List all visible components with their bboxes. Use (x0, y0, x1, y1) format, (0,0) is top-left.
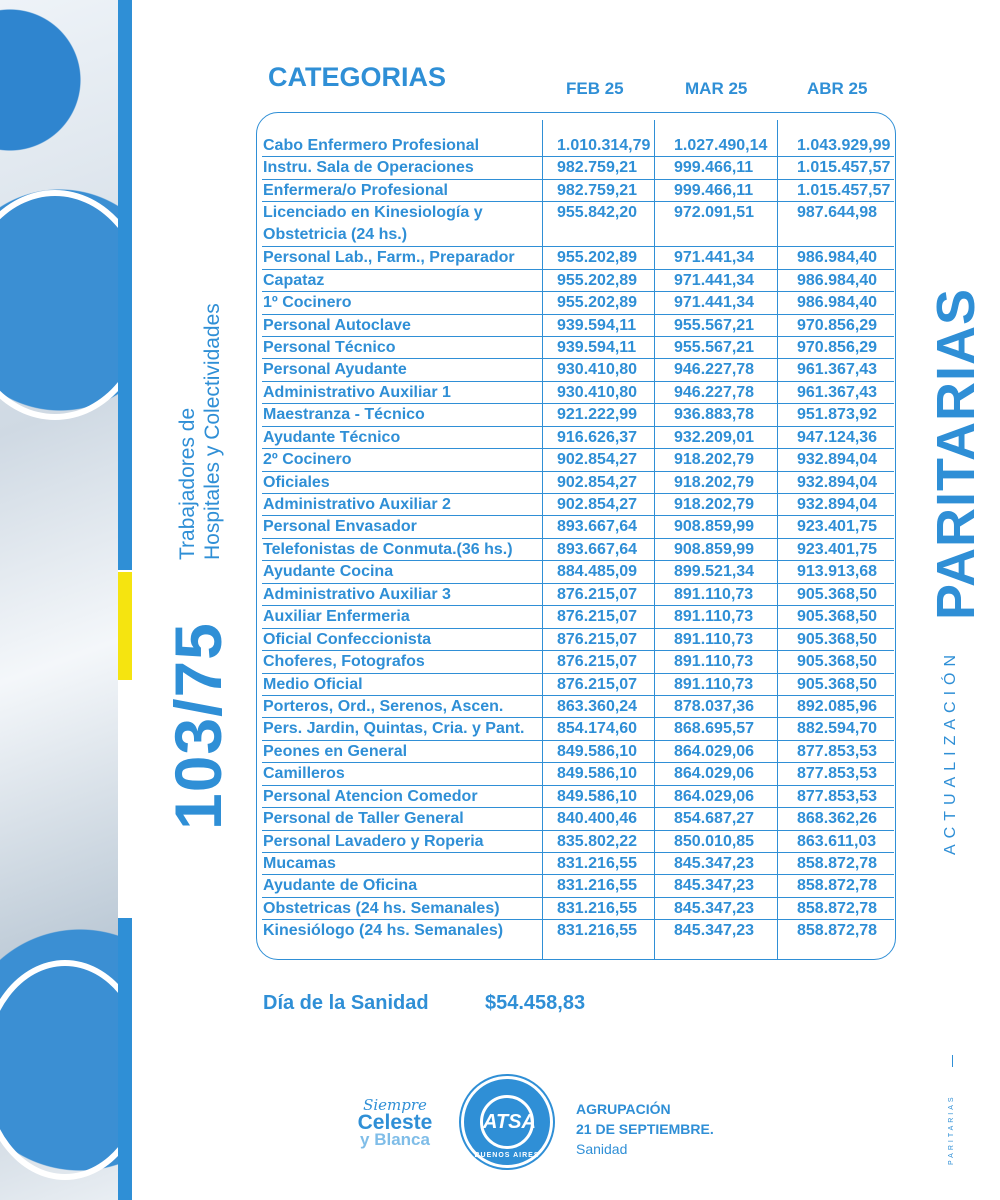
table-row (262, 359, 894, 381)
category-cell: 1º Cocinero (263, 294, 352, 312)
table-row (262, 472, 894, 494)
abr-value-cell: 961.367,43 (797, 383, 878, 401)
table-row (262, 494, 894, 516)
abr-value-cell: 858.872,78 (797, 922, 878, 940)
mar-value-cell: 955.567,21 (674, 338, 755, 356)
abr-value-cell: 905.368,50 (797, 675, 878, 693)
celeste-blanca-logo (340, 1096, 450, 1148)
agrupacion-line-3: Sanidad (576, 1141, 628, 1157)
table-row (262, 539, 894, 561)
mar-value-cell: 854.687,27 (674, 810, 755, 828)
mar-value-cell: 1.027.490,14 (674, 137, 768, 154)
abr-value-cell: 905.368,50 (797, 585, 878, 603)
feb-value-cell: 939.594,11 (557, 316, 637, 334)
abr-value-cell: 1.015.457,57 (797, 159, 891, 177)
seal-ring-shape (0, 190, 118, 420)
category-cell: Telefonistas de Conmuta.(36 hs.) (263, 540, 513, 558)
feb-value-cell: 955.202,89 (557, 249, 638, 267)
page-title: CATEGORIAS (268, 62, 447, 92)
mar-value-cell: 891.110,73 (674, 653, 754, 671)
logo-line-1: Siempre (363, 1096, 427, 1114)
table-row (262, 337, 894, 359)
table-row (262, 920, 894, 942)
feb-value-cell: 1.010.314,79 (557, 137, 651, 154)
feb-value-cell: 849.586,10 (557, 742, 638, 760)
mar-value-cell: 891.110,73 (674, 630, 754, 648)
table-row (262, 741, 894, 763)
abr-value-cell: 932.894,04 (797, 451, 878, 469)
feb-value-cell: 955.202,89 (557, 271, 638, 289)
actualizacion-caption: ACTUALIZACIÓN (942, 648, 959, 855)
category-cell: Choferes, Fotografos (263, 653, 425, 671)
abr-value-cell: 932.894,04 (797, 496, 878, 514)
table-row (262, 606, 894, 628)
mar-value-cell: 932.209,01 (674, 428, 755, 446)
mar-value-cell: 918.202,79 (674, 473, 755, 491)
table-row (262, 135, 894, 157)
table-row (262, 898, 894, 920)
mar-value-cell: 999.466,11 (674, 159, 754, 177)
mar-value-cell: 899.521,34 (674, 563, 755, 581)
mar-value-cell: 891.110,73 (674, 675, 754, 693)
category-cell: Oficiales (263, 473, 330, 491)
mar-value-cell: 908.859,99 (674, 540, 755, 558)
abr-value-cell: 858.872,78 (797, 899, 878, 917)
table-row (262, 202, 894, 247)
table-row (262, 674, 894, 696)
feb-value-cell: 849.586,10 (557, 765, 638, 783)
table-row (262, 247, 894, 269)
category-cell: Mucamas (263, 855, 336, 873)
seal-letters: ATSA (480, 1095, 534, 1149)
table-row (262, 270, 894, 292)
month-header-abr: ABR 25 (807, 79, 868, 98)
abr-value-cell: 970.856,29 (797, 316, 878, 334)
table-row (262, 516, 894, 538)
table-row (262, 629, 894, 651)
agrupacion-line-1: AGRUPACIÓN (576, 1101, 671, 1117)
category-cell: Ayudante de Oficina (263, 877, 418, 895)
category-cell: Medio Oficial (263, 675, 363, 693)
abr-value-cell: 863.611,03 (797, 832, 877, 850)
table-row (262, 427, 894, 449)
abr-value-cell: 970.856,29 (797, 338, 878, 356)
mar-value-cell: 891.110,73 (674, 608, 754, 626)
workers-line-1: Trabajadores de (176, 407, 199, 560)
table-row (262, 831, 894, 853)
category-cell: Personal Autoclave (263, 316, 411, 334)
feb-value-cell: 876.215,07 (557, 675, 638, 693)
abr-value-cell: 923.401,75 (797, 540, 878, 558)
mar-value-cell: 918.202,79 (674, 451, 755, 469)
category-cell: Ayudante Cocina (263, 563, 394, 581)
abr-value-cell: 877.853,53 (797, 787, 878, 805)
abr-value-cell: 986.984,40 (797, 294, 878, 312)
table-row (262, 157, 894, 179)
dia-sanidad-value: $54.458,83 (485, 992, 586, 1014)
table-row (262, 808, 894, 830)
feb-value-cell: 835.802,22 (557, 832, 638, 850)
feb-value-cell: 921.222,99 (557, 406, 638, 424)
feb-value-cell: 884.485,09 (557, 563, 638, 581)
table-row (262, 449, 894, 471)
feb-value-cell: 854.174,60 (557, 720, 638, 738)
abr-value-cell: 932.894,04 (797, 473, 878, 491)
mar-value-cell: 971.441,34 (674, 271, 755, 289)
edge-stripe-yellow (118, 572, 132, 680)
mar-value-cell: 864.029,06 (674, 765, 755, 783)
abr-value-cell: 1.015.457,57 (797, 181, 891, 199)
table-row (262, 853, 894, 875)
abr-value-cell: 905.368,50 (797, 608, 878, 626)
dia-sanidad-label: Día de la Sanidad (263, 992, 429, 1014)
category-cell: Obstetricas (24 hs. Semanales) (263, 899, 500, 917)
category-cell: Personal de Taller General (263, 810, 464, 828)
logo-line-3: y Blanca (360, 1130, 430, 1149)
feb-value-cell: 876.215,07 (557, 653, 638, 671)
flag-photo-strip (0, 0, 118, 1200)
feb-value-cell: 930.410,80 (557, 361, 638, 379)
mar-value-cell: 999.466,11 (674, 181, 754, 199)
abr-value-cell: 987.644,98 (797, 204, 878, 222)
category-cell: Administrativo Auxiliar 2 (263, 496, 451, 514)
category-cell: Personal Técnico (263, 338, 396, 356)
category-cell: Personal Lab., Farm., Preparador (263, 249, 515, 267)
abr-value-cell: 947.124,36 (797, 428, 878, 446)
mar-value-cell: 845.347,23 (674, 922, 755, 940)
category-cell: Peones en General (263, 742, 408, 760)
mar-value-cell: 971.441,34 (674, 249, 755, 267)
category-cell: Licenciado en Kinesiología y Obstetricia (24 hs.) (263, 204, 483, 244)
feb-value-cell: 849.586,10 (557, 787, 638, 805)
category-cell: Porteros, Ord., Serenos, Ascen. (263, 697, 504, 715)
abr-value-cell: 1.043.929,99 (797, 137, 891, 154)
agreement-code: 103/75 (161, 622, 235, 830)
feb-value-cell: 893.667,64 (557, 518, 638, 536)
mar-value-cell: 972.091,51 (674, 204, 755, 222)
logo-line-2: Celeste (357, 1111, 433, 1134)
feb-value-cell: 930.410,80 (557, 383, 638, 401)
category-cell: Personal Lavadero y Roperia (263, 832, 484, 850)
workers-caption (175, 303, 225, 560)
category-cell: Kinesiólogo (24 hs. Semanales) (263, 922, 504, 940)
mar-value-cell: 864.029,06 (674, 787, 755, 805)
abr-value-cell: 858.872,78 (797, 855, 878, 873)
mar-value-cell: 845.347,23 (674, 899, 755, 917)
category-cell: Oficial Confeccionista (263, 630, 432, 648)
category-cell: 2º Cocinero (263, 451, 352, 469)
category-cell: Administrativo Auxiliar 1 (263, 383, 451, 401)
abr-value-cell: 892.085,96 (797, 697, 878, 715)
abr-value-cell: 913.913,68 (797, 563, 878, 581)
category-cell: Instru. Sala de Operaciones (263, 159, 474, 177)
agrupacion-block (576, 1099, 714, 1159)
table-row (262, 292, 894, 314)
feb-value-cell: 902.854,27 (557, 473, 638, 491)
edge-stripe-blue (118, 918, 132, 1200)
mar-value-cell: 936.883,78 (674, 406, 755, 424)
month-header-mar: MAR 25 (685, 79, 748, 98)
table-row (262, 786, 894, 808)
mar-value-cell: 891.110,73 (674, 585, 754, 603)
category-cell: Capataz (263, 271, 325, 289)
mar-value-cell: 864.029,06 (674, 742, 755, 760)
workers-line-2: Hospitales y Colectividades (201, 303, 224, 560)
feb-value-cell: 939.594,11 (557, 338, 637, 356)
category-cell: Administrativo Auxiliar 3 (263, 585, 451, 603)
divider (952, 1055, 953, 1067)
table-row (262, 651, 894, 673)
feb-value-cell: 902.854,27 (557, 451, 638, 469)
paritarias-title: PARITARIAS (926, 288, 986, 620)
table-row (262, 315, 894, 337)
feb-value-cell: 916.626,37 (557, 428, 638, 446)
feb-value-cell: 831.216,55 (557, 922, 638, 940)
abr-value-cell: 951.873,92 (797, 406, 878, 424)
seal-ring-shape (0, 960, 118, 1180)
table-row (262, 561, 894, 583)
category-cell: Personal Atencion Comedor (263, 787, 478, 805)
mar-value-cell: 918.202,79 (674, 496, 755, 514)
abr-value-cell: 858.872,78 (797, 877, 878, 895)
category-cell: Camilleros (263, 765, 345, 783)
mar-value-cell: 946.227,78 (674, 361, 755, 379)
abr-value-cell: 905.368,50 (797, 653, 878, 671)
category-cell: Auxiliar Enfermeria (263, 608, 410, 626)
mar-value-cell: 845.347,23 (674, 855, 755, 873)
category-cell: Ayudante Técnico (263, 428, 401, 446)
salary-table (262, 135, 894, 943)
abr-value-cell: 882.594,70 (797, 720, 878, 738)
feb-value-cell: 831.216,55 (557, 899, 638, 917)
abr-value-cell: 961.367,43 (797, 361, 878, 379)
feb-value-cell: 902.854,27 (557, 496, 638, 514)
mar-value-cell: 971.441,34 (674, 294, 755, 312)
paritarias-small-caption: PARITARIAS (948, 1094, 955, 1165)
mar-value-cell: 868.695,57 (674, 720, 755, 738)
mar-value-cell: 955.567,21 (674, 316, 755, 334)
feb-value-cell: 831.216,55 (557, 877, 638, 895)
feb-value-cell: 831.216,55 (557, 855, 638, 873)
table-row (262, 382, 894, 404)
mar-value-cell: 908.859,99 (674, 518, 755, 536)
mar-value-cell: 946.227,78 (674, 383, 755, 401)
abr-value-cell: 877.853,53 (797, 765, 878, 783)
feb-value-cell: 982.759,21 (557, 181, 638, 199)
table-row (262, 718, 894, 740)
category-cell: Enfermera/o Profesional (263, 181, 448, 199)
feb-value-cell: 982.759,21 (557, 159, 638, 177)
month-header-feb: FEB 25 (566, 79, 624, 98)
feb-value-cell: 876.215,07 (557, 608, 638, 626)
abr-value-cell: 905.368,50 (797, 630, 878, 648)
abr-value-cell: 877.853,53 (797, 742, 878, 760)
table-row (262, 584, 894, 606)
seal-ring-text: BUENOS AIRES (474, 1152, 540, 1159)
agrupacion-line-2: 21 DE SEPTIEMBRE. (576, 1121, 714, 1137)
table-row (262, 404, 894, 426)
feb-value-cell: 876.215,07 (557, 585, 638, 603)
mar-value-cell: 878.037,36 (674, 697, 755, 715)
table-row (262, 696, 894, 718)
abr-value-cell: 923.401,75 (797, 518, 878, 536)
category-cell: Personal Envasador (263, 518, 417, 536)
category-cell: Personal Ayudante (263, 361, 407, 379)
feb-value-cell: 876.215,07 (557, 630, 638, 648)
abr-value-cell: 986.984,40 (797, 271, 878, 289)
edge-stripe-blue (118, 0, 132, 570)
atsa-seal-logo (461, 1076, 553, 1168)
feb-value-cell: 863.360,24 (557, 697, 638, 715)
mar-value-cell: 850.010,85 (674, 832, 755, 850)
abr-value-cell: 868.362,26 (797, 810, 878, 828)
table-row (262, 180, 894, 202)
feb-value-cell: 955.202,89 (557, 294, 638, 312)
table-row (262, 763, 894, 785)
category-cell: Maestranza - Técnico (263, 406, 425, 424)
feb-value-cell: 840.400,46 (557, 810, 638, 828)
abr-value-cell: 986.984,40 (797, 249, 878, 267)
feb-value-cell: 893.667,64 (557, 540, 638, 558)
category-cell: Cabo Enfermero Profesional (263, 137, 480, 154)
feb-value-cell: 955.842,20 (557, 204, 638, 222)
category-cell: Pers. Jardin, Quintas, Cria. y Pant. (263, 720, 525, 738)
table-row (262, 875, 894, 897)
mar-value-cell: 845.347,23 (674, 877, 755, 895)
